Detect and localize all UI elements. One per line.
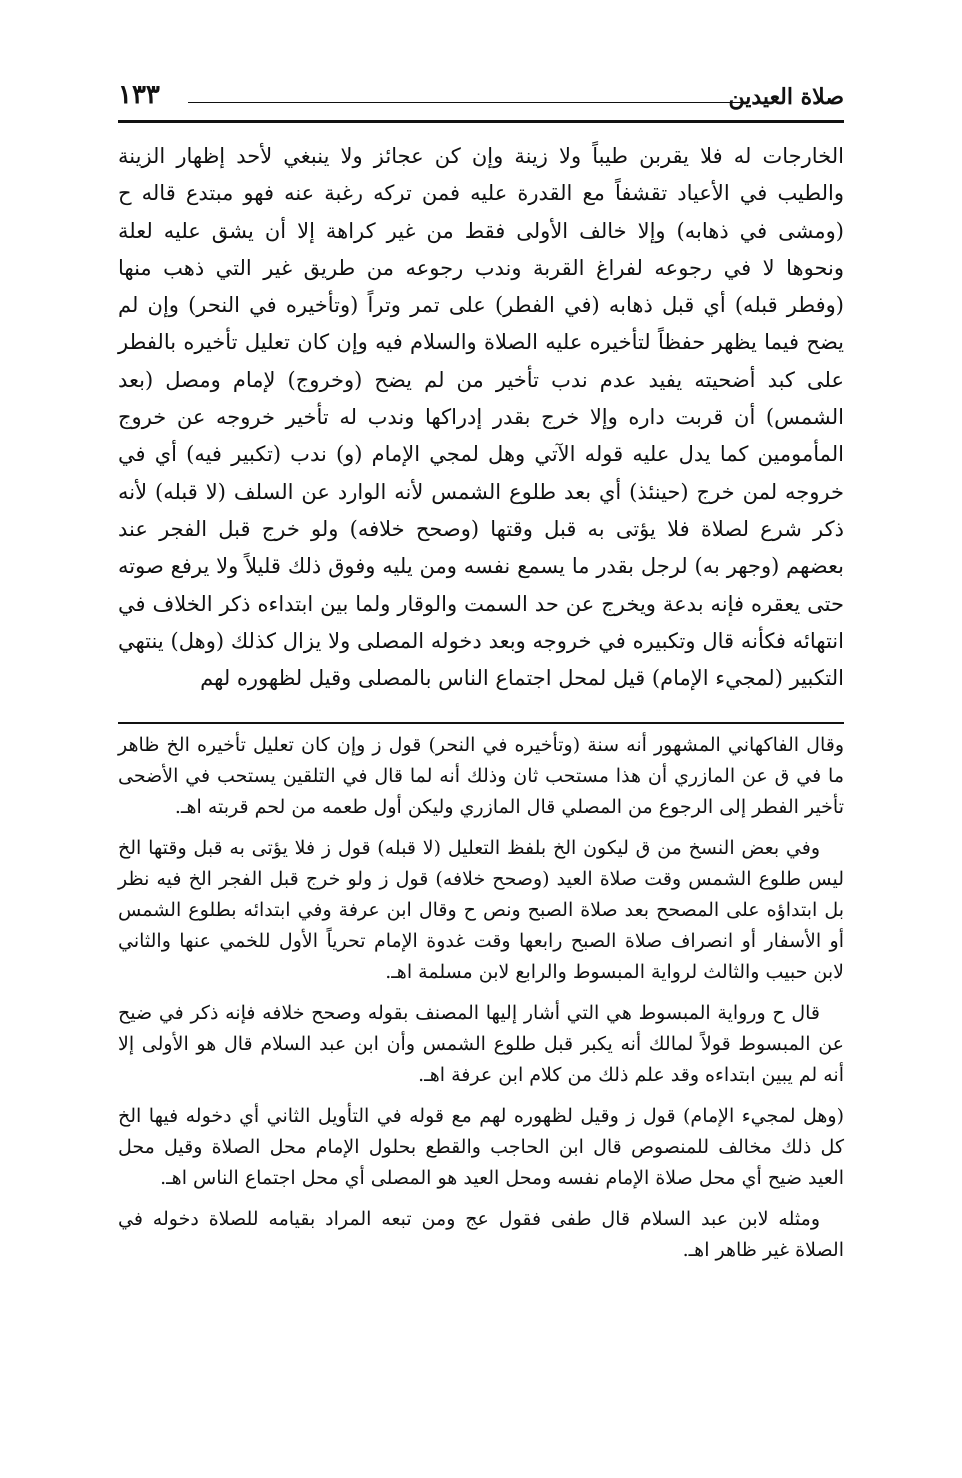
- footnote-paragraph: ومثله لابن عبد السلام قال طفى فقول عج ومن تبعه المراد بقيامه للصلاة دخوله في الصلاة غير ظاهر اهـ.: [118, 1208, 844, 1261]
- page-number: ١٣٣: [118, 80, 160, 110]
- footnote-paragraph: قال ح ورواية المبسوط هي التي أشار إليها المصنف بقوله وصحح خلافه فإنه ذكر في ضيح عن المبسوط قولاً لمالك أنه يكبر قبل طلوع الشمس وأن ابن عبد السلام قال هو الأولى إلا أنه لم يبين ابتداءه وقد علم ذلك من كلام ابن عرفة اهـ.: [118, 1002, 844, 1086]
- running-header: [118, 78, 844, 118]
- main-text-block: [118, 138, 844, 697]
- footnotes-block: [118, 730, 844, 1276]
- chapter-title: صلاة العيدين: [728, 84, 844, 110]
- footnote-paragraph: (وهل لمجيء الإمام) قول ز وقيل لظهوره لهم مع قوله في التأويل الثاني أي دخوله فيها الخ كل ذلك مخالف للمنصوص قال ابن الحاجب والقطع بحلول الإمام محل الصلاة وقيل محل العيد ضيح أي محل صلاة الإمام نفسه ومحل العيد هو المصلى أي محل اجتماع الناس اهـ.: [118, 1105, 844, 1189]
- footnote-paragraph: وفي بعض النسخ من ق ليكون الخ بلفظ التعليل (لا قبله) قول ز فلا يؤتى به قبل وقتها الخ ليس طلوع الشمس وقت صلاة العيد (وصحح خلافه) قول ز ولو خرج قبل الفجر الخ فيه نظر بل ابتداؤه على المصحح بعد صلاة الصبح ونص ح وقال ابن عرفة وفي ابتدائه بطلوع الشمس أو الأسفار أو انصراف صلاة الصبح رابعها وقت غدوة الإمام تحرياً الأول للخمي عنها والثاني لابن حبيب والثالث لرواية المبسوط والرابع لابن مسلمة اهـ.: [118, 837, 844, 983]
- header-rule: [118, 120, 844, 123]
- footnote-separator: [118, 722, 844, 724]
- footnote-paragraph: وقال الفاكهاني المشهور أنه سنة (وتأخيره في النحر) قول ز وإن كان تعليل تأخيره الخ ظاهر ما في ق عن المازري أن هذا مستحب ثان وذلك أنه لما قال في التلقين يستحب في الأضحى تأخير الفطر إلى الرجوع من المصلي قال المازري وليكن أول طعمه من لحم قربته اهـ.: [118, 734, 844, 818]
- main-paragraph: الخارجات له فلا يقربن طيباً ولا زينة وإن كن عجائز ولا ينبغي لأحد إظهار الزينة والطيب في الأعياد تقشفاً مع القدرة عليه فمن تركه رغبة عنه فهو مبتدع قاله ح (ومشى في ذهابه) وإلا خالف الأولى فقط من غير كراهة إلا أن يشق عليه لعلة ونحوها لا في رجوعه لفراغ القربة وندب رجوعه من طريق غير التي ذهب منها (وفطر قبله) أي قبل ذهابه (في الفطر) على تمر وتراً (وتأخيره في النحر) وإن لم يضح فيما يظهر حفظاً لتأخيره عليه الصلاة والسلام فيه وإن كان تعليل تأخيره بالفطر على كبد أضحيته يفيد عدم ندب تأخير من لم يضح (وخروج) لإمام ومصل (بعد الشمس) أن قربت داره وإلا خرج بقدر إدراكها وندب له تأخير خروجه عن خروج المأمومين كما يدل عليه قوله الآتي وهل لمجي الإمام (و) ندب (تكبير فيه) أي في خروجه لمن خرج (حينئذ) أي بعد طلوع الشمس لأنه الوارد عن السلف (لا قبله) لأنه ذكر شرع لصلاة فلا يؤتى به قبل وقتها (وصحح خلافه) ولو خرج قبل الفجر عند بعضهم (وجهر به) لرجل بقدر ما يسمع نفسه ومن يليه وفوق ذلك قليلاً ولا يرفع صوته حتى يعقره فإنه بدعة ويخرج عن حد السمت والوقار ولما بين ابتداءه ذكر الخلاف في انتهائه فكأنه قال وتكبيره في خروجه وبعد دخوله المصلى ولا يزال كذلك (وهل) ينتهي التكبير (لمجيء الإمام) قيل لمحل اجتماع الناس بالمصلى وقيل لظهوره لهم: [118, 144, 844, 691]
- header-line: [188, 102, 748, 103]
